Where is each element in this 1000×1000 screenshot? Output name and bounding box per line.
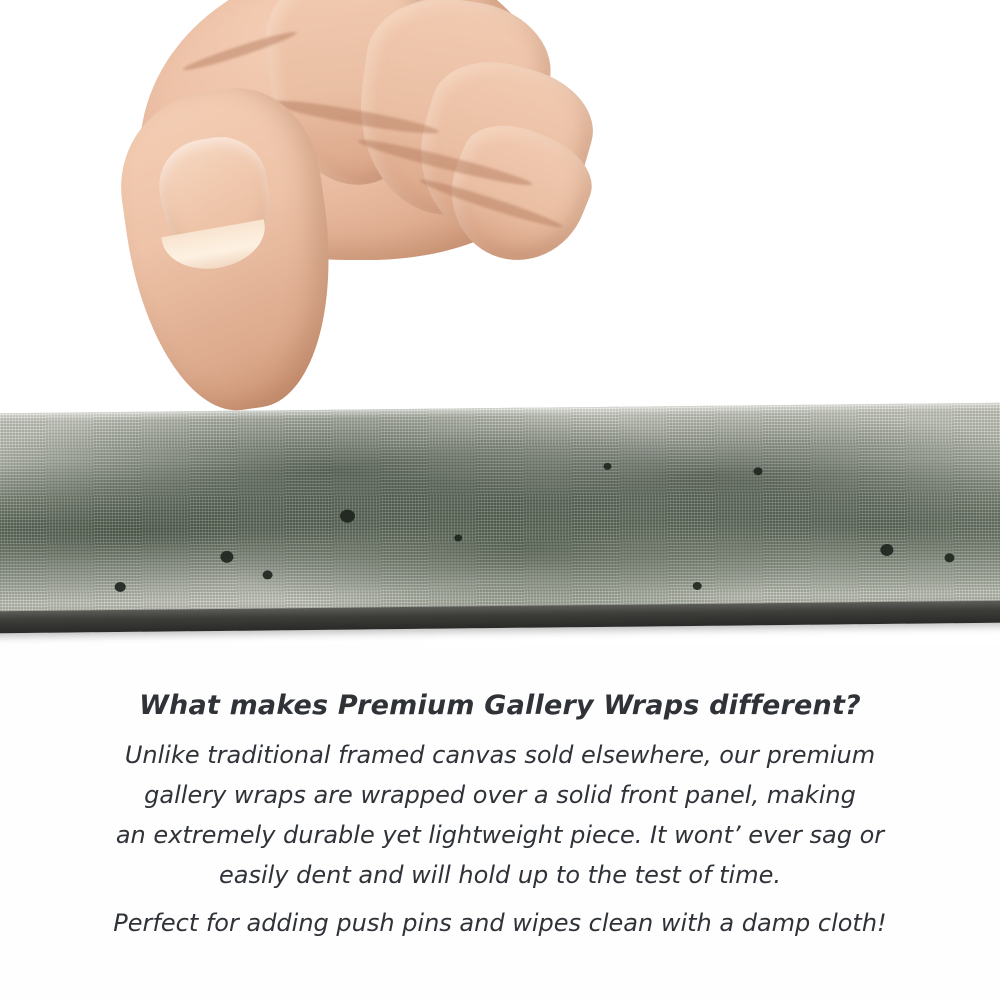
caption-block (0, 690, 1000, 943)
print-detail-speck (220, 551, 233, 563)
caption-line: easily dent and will hold up to the test of time. (218, 861, 781, 889)
canvas-print-edge (0, 403, 1000, 634)
hand-pressing-canvas (120, 0, 580, 420)
print-detail-speck (115, 582, 126, 592)
caption-headline: What makes Premium Gallery Wraps different? (139, 690, 861, 721)
caption-line: gallery wraps are wrapped over a solid front panel, making (144, 781, 856, 809)
print-detail-speck (603, 463, 611, 470)
print-detail-speck (753, 467, 762, 475)
print-detail-speck (340, 510, 355, 523)
canvas-weave-texture (0, 403, 1000, 614)
print-detail-speck (944, 553, 954, 562)
caption-line: Unlike traditional framed canvas sold elsewhere, our premium (124, 741, 876, 769)
print-detail-speck (880, 544, 893, 556)
print-detail-speck (693, 582, 702, 590)
caption-line: an extremely durable yet lightweight piece. It wont’ ever sag or (115, 821, 885, 849)
caption-closing: Perfect for adding push pins and wipes clean with a damp cloth! (113, 909, 887, 937)
canvas-print-surface (0, 403, 1000, 614)
print-detail-speck (263, 570, 273, 579)
print-detail-speck (454, 534, 462, 541)
